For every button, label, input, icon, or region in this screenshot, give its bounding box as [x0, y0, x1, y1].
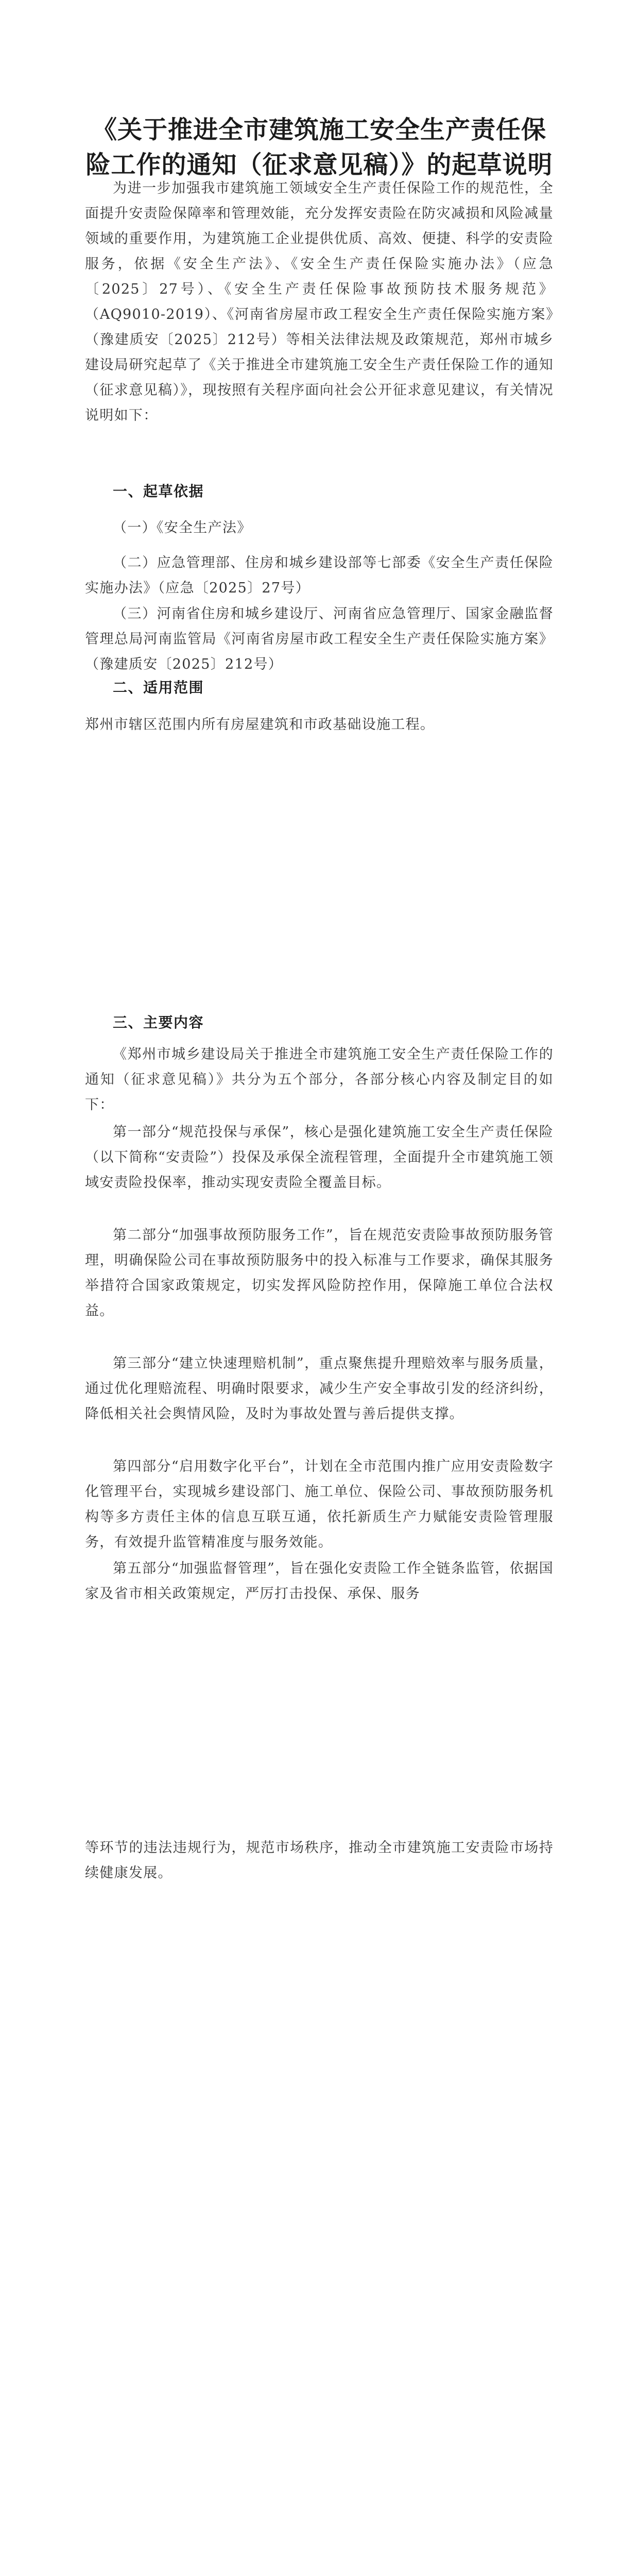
intro-paragraph: 为进一步加强我市建筑施工领域安全生产责任保险工作的规范性，全面提升安责险保障率和管理效能，充分发挥安责险在防灾减损和风险减量领域的重要作用，为建筑施工企业提供优质、高效、便捷、科学的安责险服务，依据《安全生产法》、《安全生产责任保险实施办法》（应急〔2025〕27号）、《安全生产责任保险事故预防技术服务规范》（AQ9010-2019）、《河南省房屋市政工程安全生产责任保险实施方案》（豫建质安〔2025〕212号）等相关法律法规及政策规范，郑州市城乡建设局研究起草了《关于推进全市建筑施工安全生产责任保险工作的通知（征求意见稿）》，现按照有关程序面向社会公开征求意见建议，有关情况说明如下： [85, 180, 554, 423]
basis-item-3: （三）河南省住房和城乡建设厅、河南省应急管理厅、国家金融监督管理总局河南监管局《河南省房屋市政工程安全生产责任保险实施方案》（豫建质安〔2025〕212号） [85, 606, 554, 672]
part-5-paragraph: 第五部分“加强监督管理”，旨在强化安责险工作全链条监管，依据国家及省市相关政策规定，严厉打击投保、承保、服务 [85, 1561, 554, 1602]
part-3-paragraph: 第三部分“建立快速理赔机制”，重点聚焦提升理赔效率与服务质量，通过优化理赔流程、明确时限要求，减少生产安全事故引发的经济纠纷，降低相关社会舆情风险，及时为事故处置与善后提供支撑。 [85, 1355, 554, 1422]
content-intro-paragraph: 《郑州市城乡建设局关于推进全市建筑施工安全生产责任保险工作的通知（征求意见稿）》共分为五个部分，各部分核心内容及制定目的如下： [85, 1046, 554, 1113]
basis-item-1: （一）《安全生产法》 [113, 520, 252, 536]
scope-text: 郑州市辖区范围内所有房屋建筑和市政基础设施工程。 [85, 717, 435, 733]
part-4-paragraph: 第四部分“启用数字化平台”，计划在全市范围内推广应用安责险数字化管理平台，实现城乡建设部门、施工单位、保险公司、事故预防服务机构等多方责任主体的信息互联互通，依托新质生产力赋能安责险管理服务，有效提升监管精准度与服务效能。 [85, 1459, 554, 1550]
section-3-heading: 三、主要内容 [113, 1014, 204, 1031]
part-5-continued: 等环节的违法违规行为，规范市场秩序，推动全市建筑施工安责险市场持续健康发展。 [85, 1840, 554, 1881]
part-1-paragraph: 第一部分“规范投保与承保”，核心是强化建筑施工安全生产责任保险（以下简称“安责险”）投保及承保全流程管理，全面提升全市建筑施工领域安责险投保率，推动实现安责险全覆盖目标。 [85, 1124, 554, 1191]
document-title: 《关于推进全市建筑施工安全生产责任保险工作的通知（征求意见稿）》的起草说明 [85, 115, 553, 179]
section-1-heading: 一、起草依据 [113, 483, 204, 500]
section-2-heading: 二、适用范围 [113, 679, 204, 696]
part-2-paragraph: 第二部分“加强事故预防服务工作”，旨在规范安责险事故预防服务管理，明确保险公司在事故预防服务中的投入标准与工作要求，确保其服务举措符合国家政策规定，切实发挥风险防控作用，保障施工单位合法权益。 [85, 1227, 554, 1319]
basis-item-2: （二）应急管理部、住房和城乡建设部等七部委《安全生产责任保险实施办法》（应急〔2025〕27号） [85, 555, 554, 596]
